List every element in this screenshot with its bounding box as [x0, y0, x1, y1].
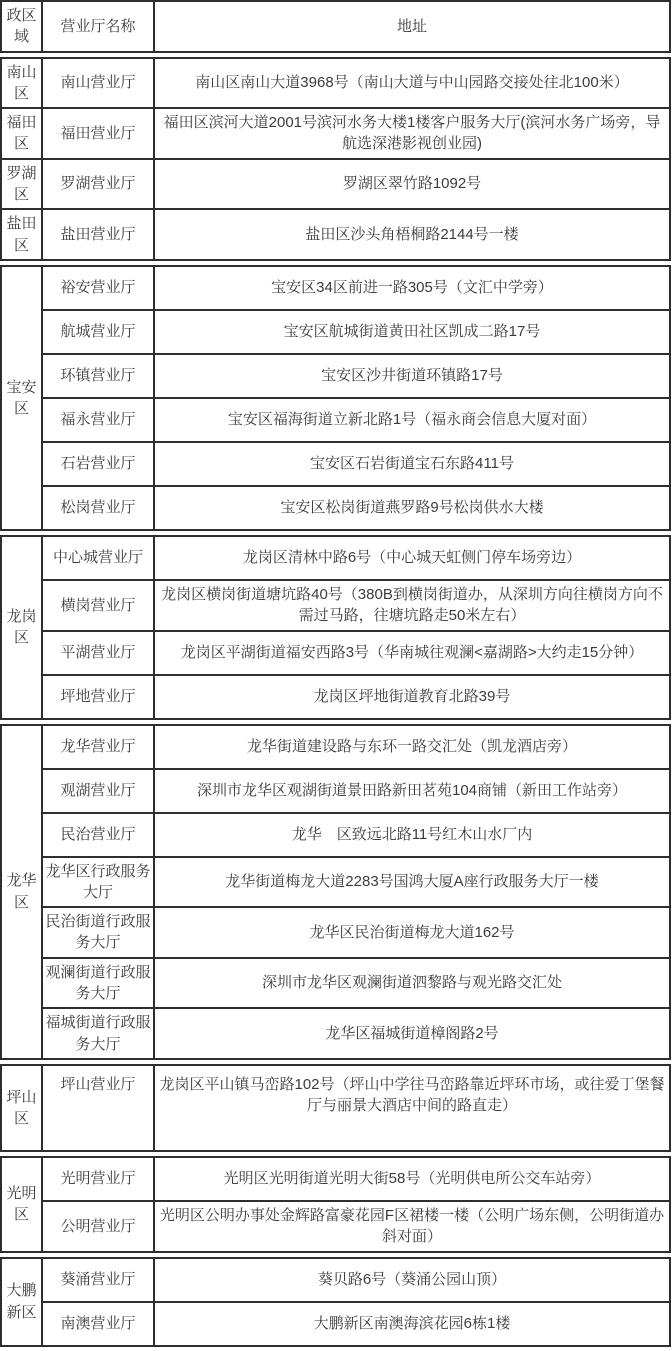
table-row	[1, 108, 670, 159]
address-cell: 福田区滨河大道2001号滨河水务大楼1楼客户服务大厅(滨河水务广场旁，导航选深港影视创业园)	[154, 108, 670, 159]
hall-name-cell: 裕安营业厅	[42, 266, 154, 310]
table-row	[1, 907, 670, 958]
district-group	[0, 1156, 671, 1253]
address-cell: 宝安区石岩街道宝石东路411号	[154, 442, 670, 486]
col-header-address: 地址	[154, 1, 670, 52]
table-row	[1, 536, 670, 580]
table-row	[1, 1157, 670, 1201]
table-row	[1, 1065, 670, 1151]
district-cell: 宝安区	[1, 266, 42, 530]
table-row	[1, 675, 670, 719]
address-cell: 龙华区福城街道樟阁路2号	[154, 1008, 670, 1059]
table-row	[1, 857, 670, 908]
district-group	[0, 1064, 671, 1152]
hall-name-cell: 民治街道行政服务大厅	[42, 907, 154, 958]
address-cell: 罗湖区翠竹路1092号	[154, 159, 670, 210]
district-groups	[0, 57, 672, 1347]
district-group	[0, 724, 671, 1060]
table-row	[1, 958, 670, 1009]
table-row	[1, 486, 670, 530]
hall-name-cell: 中心城营业厅	[42, 536, 154, 580]
address-cell: 龙华 区致远北路11号红木山水厂内	[154, 813, 670, 857]
hall-name-cell: 石岩营业厅	[42, 442, 154, 486]
hall-name-cell: 罗湖营业厅	[42, 159, 154, 210]
district-group	[0, 265, 671, 531]
hall-name-cell: 龙华营业厅	[42, 725, 154, 769]
address-cell: 龙华街道建设路与东环一路交汇处（凯龙酒店旁）	[154, 725, 670, 769]
address-cell: 光明区光明街道光明大街58号（光明供电所公交车站旁）	[154, 1157, 670, 1201]
header-row	[1, 1, 670, 52]
address-cell: 龙岗区平湖街道福安西路3号（华南城往观澜<嘉湖路>大约走15分钟）	[154, 631, 670, 675]
address-cell: 龙岗区平山镇马峦路102号（坪山中学往马峦路靠近坪环市场，或往爱丁堡餐厅与丽景大酒店中间的路直走）	[154, 1065, 670, 1151]
address-cell: 大鹏新区南澳海滨花园6栋1楼	[154, 1302, 670, 1346]
address-cell: 盐田区沙头角梧桐路2144号一楼	[154, 209, 670, 260]
address-cell: 龙华街道梅龙大道2283号国鸿大厦A座行政服务大厅一楼	[154, 857, 670, 908]
table-row	[1, 1008, 670, 1059]
hall-name-cell: 葵涌营业厅	[42, 1258, 154, 1302]
table-row	[1, 769, 670, 813]
district-cell: 龙华区	[1, 725, 42, 1059]
table-row	[1, 580, 670, 631]
table-row	[1, 1201, 670, 1252]
district-group	[0, 1257, 671, 1347]
hall-name-cell: 民治营业厅	[42, 813, 154, 857]
address-cell: 龙岗区清林中路6号（中心城天虹侧门停车场旁边）	[154, 536, 670, 580]
hall-name-cell: 松岗营业厅	[42, 486, 154, 530]
address-cell: 龙岗区坪地街道教育北路39号	[154, 675, 670, 719]
hall-name-cell: 南山营业厅	[42, 58, 154, 109]
table-row	[1, 1258, 670, 1302]
address-cell: 光明区公明办事处金辉路富豪花园F区裙楼一楼（公明广场东侧，公明街道办斜对面）	[154, 1201, 670, 1252]
address-cell: 龙华区民治街道梅龙大道162号	[154, 907, 670, 958]
hall-name-cell: 观澜街道行政服务大厅	[42, 958, 154, 1009]
district-cell: 罗湖区	[1, 159, 42, 210]
district-cell: 坪山区	[1, 1065, 42, 1151]
address-cell: 宝安区松岗街道燕罗路9号松岗供水大楼	[154, 486, 670, 530]
hall-name-cell: 福城街道行政服务大厅	[42, 1008, 154, 1059]
table-row	[1, 209, 670, 260]
table-row	[1, 398, 670, 442]
col-header-district: 政区域	[1, 1, 42, 52]
table-row	[1, 1302, 670, 1346]
address-cell: 南山区南山大道3968号（南山大道与中山园路交接处往北100米）	[154, 58, 670, 109]
hall-name-cell: 光明营业厅	[42, 1157, 154, 1201]
hall-name-cell: 公明营业厅	[42, 1201, 154, 1252]
district-cell: 大鹏新区	[1, 1258, 42, 1346]
hall-name-cell: 福田营业厅	[42, 108, 154, 159]
address-cell: 宝安区34区前进一路305号（文汇中学旁）	[154, 266, 670, 310]
address-cell: 葵贝路6号（葵涌公园山顶）	[154, 1258, 670, 1302]
table-row	[1, 725, 670, 769]
address-cell: 龙岗区横岗街道塘坑路40号（380B到横岗街道办，从深圳方向往横岗方向不需过马路，往塘坑路走50米左右）	[154, 580, 670, 631]
address-cell: 宝安区福海街道立新北路1号（福永商会信息大厦对面）	[154, 398, 670, 442]
table-row	[1, 310, 670, 354]
table-row	[1, 58, 670, 109]
district-cell: 盐田区	[1, 209, 42, 260]
col-header-hall-name: 营业厅名称	[42, 1, 154, 52]
district-cell: 福田区	[1, 108, 42, 159]
table-row	[1, 354, 670, 398]
table-row	[1, 159, 670, 210]
hall-name-cell: 坪地营业厅	[42, 675, 154, 719]
table-row	[1, 631, 670, 675]
hall-name-cell: 横岗营业厅	[42, 580, 154, 631]
table-header-group	[0, 0, 671, 53]
hall-name-cell: 福永营业厅	[42, 398, 154, 442]
district-cell: 南山区	[1, 58, 42, 109]
hall-name-cell: 南澳营业厅	[42, 1302, 154, 1346]
table-row	[1, 266, 670, 310]
address-cell: 深圳市龙华区观湖街道景田路新田茗苑104商铺（新田工作站旁）	[154, 769, 670, 813]
address-cell: 深圳市龙华区观澜街道泗黎路与观光路交汇处	[154, 958, 670, 1009]
address-cell: 宝安区航城街道黄田社区凯成二路17号	[154, 310, 670, 354]
hall-name-cell: 坪山营业厅	[42, 1065, 154, 1151]
hall-name-cell: 航城营业厅	[42, 310, 154, 354]
address-cell: 宝安区沙井街道环镇路17号	[154, 354, 670, 398]
table-row	[1, 442, 670, 486]
table-row	[1, 813, 670, 857]
hall-name-cell: 环镇营业厅	[42, 354, 154, 398]
district-group	[0, 535, 671, 720]
hall-name-cell: 平湖营业厅	[42, 631, 154, 675]
hall-name-cell: 观湖营业厅	[42, 769, 154, 813]
district-cell: 光明区	[1, 1157, 42, 1252]
district-cell: 龙岗区	[1, 536, 42, 719]
hall-name-cell: 龙华区行政服务大厅	[42, 857, 154, 908]
district-group	[0, 57, 671, 261]
hall-name-cell: 盐田营业厅	[42, 209, 154, 260]
